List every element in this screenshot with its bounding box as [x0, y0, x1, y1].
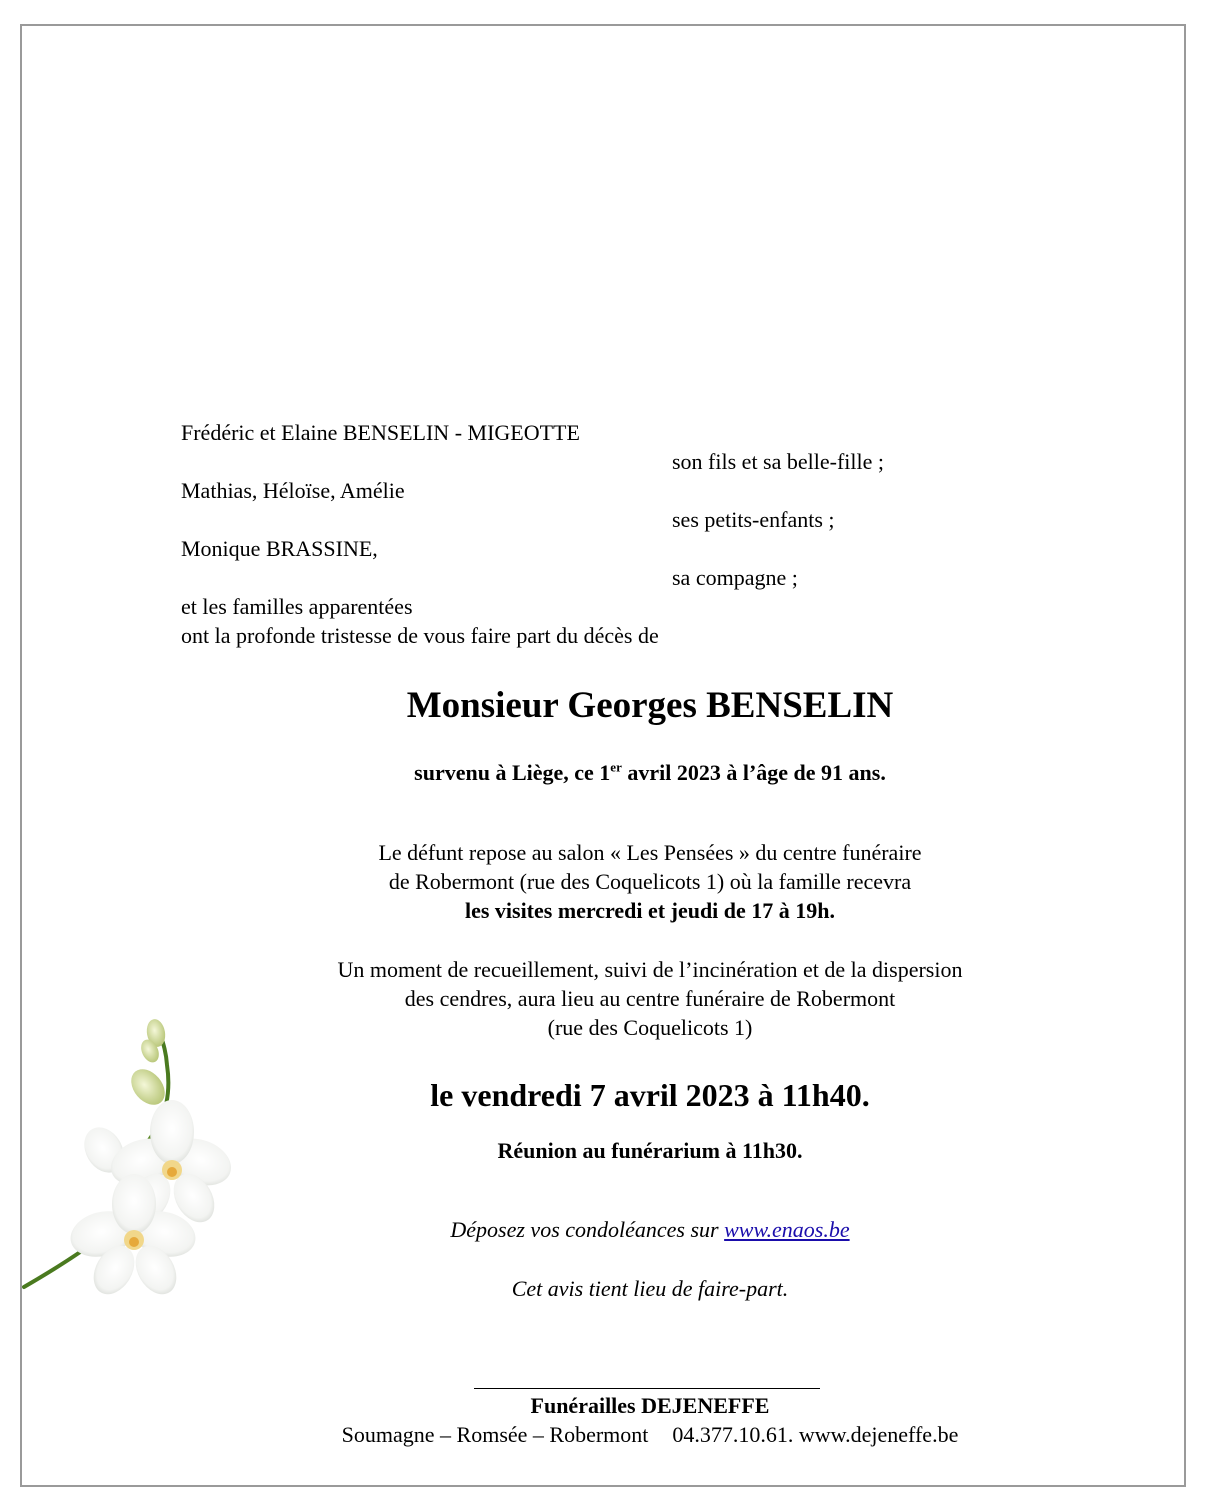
faire-part-notice: Cet avis tient lieu de faire-part.	[511, 1276, 789, 1301]
family-line-companion-name: Monique BRASSINE,	[181, 536, 378, 561]
footer-divider	[474, 1388, 820, 1389]
family-line-grandchildren-name: Mathias, Héloïse, Amélie	[181, 478, 405, 503]
footer-phone: 04.377.10.61.	[672, 1422, 794, 1447]
visitation-line-1: Le défunt repose au salon « Les Pensées » du centre funéraire	[378, 840, 922, 865]
family-line-relatives: et les familles apparentées	[181, 594, 413, 619]
death-details-suffix: avril 2023 à l’âge de 91 ans.	[621, 760, 886, 785]
death-details-prefix: survenu à Liège, ce 1	[414, 760, 611, 785]
footer-locations: Soumagne – Romsée – Robermont	[341, 1422, 649, 1447]
family-line-grandchildren-relation: ses petits-enfants ;	[672, 507, 835, 532]
ceremony-line-1: Un moment de recueillement, suivi de l’incinération et de la dispersion	[337, 957, 963, 982]
white-orchid-icon	[22, 1005, 282, 1335]
ceremony-line-2: des cendres, aura lieu au centre funéraire de Robermont	[404, 986, 896, 1011]
family-line-son-relation: son fils et sa belle-fille ;	[672, 449, 884, 474]
meeting-time: Réunion au funérarium à 11h30.	[497, 1138, 803, 1163]
condolences-prefix: Déposez vos condoléances sur	[450, 1217, 725, 1242]
visitation-hours: les visites mercredi et jeudi de 17 à 19h.	[464, 898, 836, 923]
family-line-son-name: Frédéric et Elaine BENSELIN - MIGEOTTE	[181, 420, 580, 445]
family-line-companion-relation: sa compagne ;	[672, 565, 798, 590]
footer-company: Funérailles DEJENEFFE	[530, 1393, 770, 1418]
deceased-name: Monsieur Georges BENSELIN	[406, 685, 894, 726]
ceremony-line-3: (rue des Coquelicots 1)	[547, 1015, 753, 1040]
visitation-line-2: de Robermont (rue des Coquelicots 1) où la famille recevra	[388, 869, 912, 894]
footer-contact	[0, 1420, 1214, 1449]
footer-website: www.dejeneffe.be	[798, 1422, 959, 1447]
death-details-ordinal: er	[610, 759, 622, 775]
condolences-link[interactable]: www.enaos.be	[724, 1217, 850, 1242]
death-details	[0, 758, 1214, 787]
ceremony-date: le vendredi 7 avril 2023 à 11h40.	[430, 1077, 870, 1113]
announcement-line: ont la profonde tristesse de vous faire part du décès de	[181, 623, 659, 648]
